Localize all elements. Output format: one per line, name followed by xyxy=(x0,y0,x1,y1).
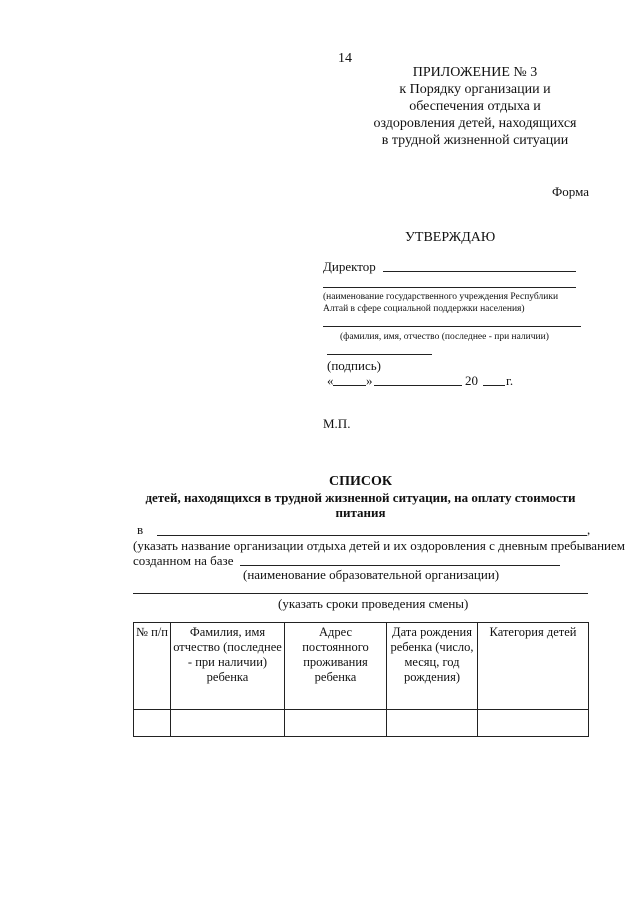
appendix-line: обеспечения отдыха и xyxy=(409,99,541,114)
page-number: 14 xyxy=(338,51,352,66)
seal-label: М.П. xyxy=(323,416,351,431)
date-month-line[interactable] xyxy=(374,385,462,386)
appendix-title: ПРИЛОЖЕНИЕ № 3 xyxy=(412,65,538,80)
header-address: Адрес постоянного проживания ребенка xyxy=(285,623,387,710)
signature-note: (подпись) xyxy=(327,358,381,373)
director-line[interactable] xyxy=(383,271,576,272)
in-label: в xyxy=(137,522,144,537)
institution-note: (наименование государственного учреждения Республики xyxy=(323,292,559,302)
children-table xyxy=(133,622,589,737)
institution-line[interactable] xyxy=(323,287,576,288)
appendix-line: к Порядку организации и xyxy=(399,82,551,97)
date-year-suffix: г. xyxy=(506,373,514,388)
table-header-row xyxy=(134,623,589,710)
header-category: Категория детей xyxy=(478,623,589,710)
signature-line[interactable] xyxy=(327,354,432,355)
appendix-line: в трудной жизненной ситуации xyxy=(381,133,569,148)
table-row xyxy=(134,710,589,737)
organization-line[interactable] xyxy=(157,535,587,536)
full-name-note: (фамилия, имя, отчество (последнее - при наличии) xyxy=(340,332,549,342)
base-line[interactable] xyxy=(240,565,560,566)
table-cell[interactable] xyxy=(285,710,387,737)
header-number: № п/п xyxy=(134,623,171,710)
full-name-line[interactable] xyxy=(323,326,581,327)
organization-note: (указать название организации отдыха детей и их оздоровления с дневным пребыванием xyxy=(133,538,625,553)
date-open-quote: « xyxy=(327,373,334,388)
date-day-line[interactable] xyxy=(333,385,366,386)
appendix-block xyxy=(340,64,610,149)
edu-note: (наименование образовательной организации) xyxy=(243,567,500,582)
list-title: СПИСОК xyxy=(328,474,393,489)
table-cell[interactable] xyxy=(478,710,589,737)
appendix-line: оздоровления детей, находящихся xyxy=(373,116,577,131)
shift-note: (указать сроки проведения смены) xyxy=(278,596,469,611)
table-cell[interactable] xyxy=(171,710,285,737)
shift-line[interactable] xyxy=(133,593,588,594)
created-label: созданном на базе xyxy=(133,553,234,568)
approval-heading: УТВЕРЖДАЮ xyxy=(405,230,496,245)
date-year-prefix: 20 xyxy=(465,373,478,388)
institution-note: Алтай в сфере социальной поддержки населения) xyxy=(323,304,525,314)
list-subtitle: питания xyxy=(335,505,386,520)
form-label: Форма xyxy=(552,184,589,199)
table-cell[interactable] xyxy=(387,710,478,737)
director-label: Директор xyxy=(323,259,376,274)
list-subtitle: детей, находящихся в трудной жизненной ситуации, на оплату стоимости xyxy=(145,490,576,505)
table-cell[interactable] xyxy=(134,710,171,737)
header-full-name: Фамилия, имя отчество (последнее - при наличии) ребенка xyxy=(171,623,285,710)
header-birth-date: Дата рождения ребенка (число, месяц, год рождения) xyxy=(387,623,478,710)
date-close-quote: » xyxy=(366,373,373,388)
date-year-line[interactable] xyxy=(483,385,505,386)
in-end-comma: , xyxy=(587,522,591,537)
